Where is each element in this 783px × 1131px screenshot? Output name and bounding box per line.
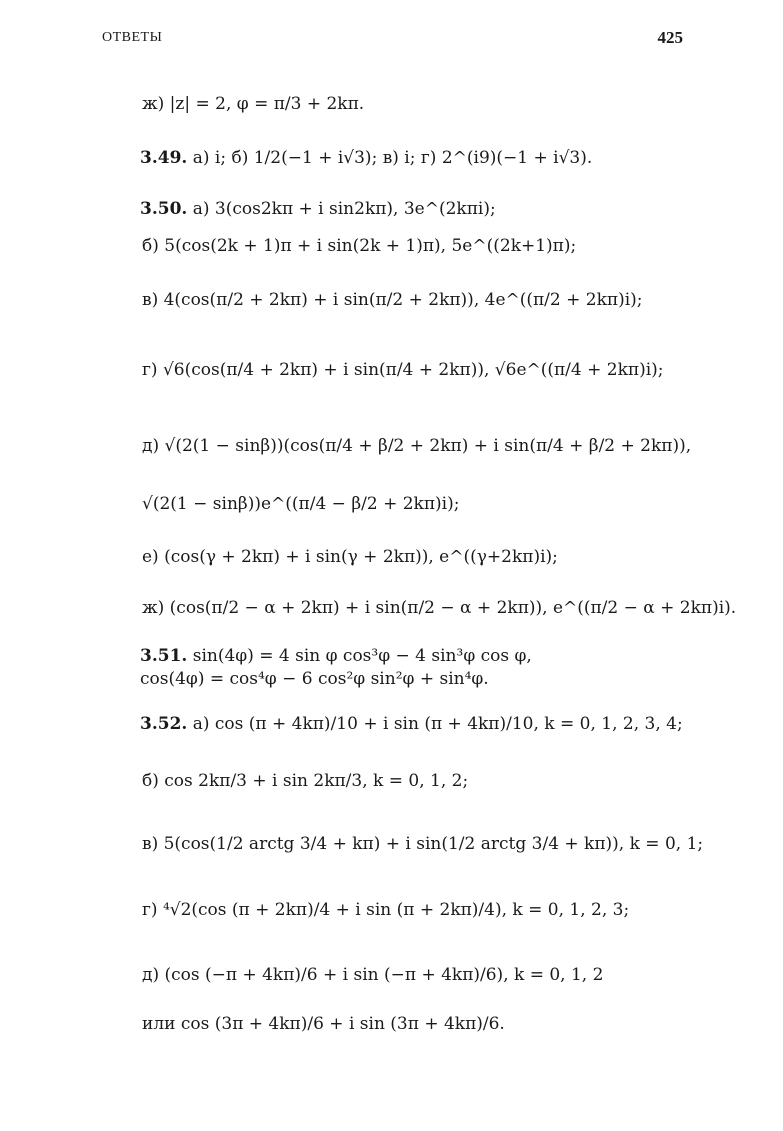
running-title: ОТВЕТЫ bbox=[102, 30, 163, 45]
answer-text: ж) |z| = 2, φ = π/3 + 2kπ. bbox=[142, 94, 365, 114]
answer-text: д) √(2(1 − sinβ))(cos(π/4 + β/2 + 2kπ) + i sin(π/4 + β/2 + 2kπ)), bbox=[142, 436, 692, 456]
answer-text: а) 3(cos2kπ + i sin2kπ), 3e^(2kπi); bbox=[192, 199, 496, 219]
answer-text: √(2(1 − sinβ))e^((π/4 − β/2 + 2kπ)i); bbox=[142, 494, 460, 514]
answer-text: б) cos 2kπ/3 + i sin 2kπ/3, k = 0, 1, 2; bbox=[142, 771, 469, 791]
problem-3-52 bbox=[140, 716, 683, 733]
answer-text: ж) (cos(π/2 − α + 2kπ) + i sin(π/2 − α + 2kπ)), e^((π/2 − α + 2kπ)i). bbox=[142, 598, 737, 618]
answer-line bbox=[142, 292, 643, 309]
answer-text: в) 5(cos(1/2 arctg 3/4 + kπ) + i sin(1/2 arctg 3/4 + kπ)), k = 0, 1; bbox=[142, 834, 704, 854]
answer-text: sin(4φ) = 4 sin φ cos³φ − 4 sin³φ cos φ, bbox=[192, 646, 532, 666]
answer-line bbox=[142, 496, 459, 513]
answer-line bbox=[142, 96, 364, 113]
answer-text: д) (cos (−π + 4kπ)/6 + i sin (−π + 4kπ)/6), k = 0, 1, 2 bbox=[142, 965, 604, 985]
answer-line bbox=[142, 549, 558, 566]
answer-text: или cos (3π + 4kπ)/6 + i sin (3π + 4kπ)/6. bbox=[142, 1014, 505, 1034]
page-header bbox=[102, 28, 683, 50]
answer-line bbox=[142, 438, 691, 455]
problem-number: 3.51. bbox=[140, 646, 188, 666]
answer-text: в) 4(cos(π/2 + 2kπ) + i sin(π/2 + 2kπ)), 4e^((π/2 + 2kπ)i); bbox=[142, 290, 643, 310]
answer-line bbox=[142, 362, 664, 379]
answer-text: а) cos (π + 4kπ)/10 + i sin (π + 4kπ)/10, k = 0, 1, 2, 3, 4; bbox=[192, 714, 683, 734]
answer-line bbox=[142, 600, 736, 617]
answer-text: г) √6(cos(π/4 + 2kπ) + i sin(π/4 + 2kπ)), √6e^((π/4 + 2kπ)i); bbox=[142, 360, 664, 380]
answer-line bbox=[142, 967, 603, 984]
answer-text: cos(4φ) = cos⁴φ − 6 cos²φ sin²φ + sin⁴φ. bbox=[140, 669, 489, 689]
answer-line bbox=[142, 238, 576, 255]
answer-line bbox=[140, 671, 489, 688]
answer-text: е) (cos(γ + 2kπ) + i sin(γ + 2kπ)), e^((γ+2kπ)i); bbox=[142, 547, 558, 567]
answer-line bbox=[142, 773, 468, 790]
problem-number: 3.50. bbox=[140, 199, 188, 219]
answer-text: а) i; б) 1/2(−1 + i√3); в) i; г) 2^(i9)(−1 + i√3). bbox=[192, 148, 593, 168]
answer-line bbox=[142, 836, 703, 853]
problem-3-50 bbox=[140, 201, 496, 218]
problem-3-49 bbox=[140, 150, 592, 167]
problem-number: 3.52. bbox=[140, 714, 188, 734]
problem-number: 3.49. bbox=[140, 148, 188, 168]
page-number: 425 bbox=[657, 28, 683, 47]
problem-3-51 bbox=[140, 648, 532, 665]
answer-text: г) ⁴√2(cos (π + 2kπ)/4 + i sin (π + 2kπ)/4), k = 0, 1, 2, 3; bbox=[142, 900, 630, 920]
answer-text: б) 5(cos(2k + 1)π + i sin(2k + 1)π), 5e^((2k+1)π); bbox=[142, 236, 577, 256]
answer-line bbox=[142, 1016, 505, 1033]
answer-line bbox=[142, 902, 629, 919]
